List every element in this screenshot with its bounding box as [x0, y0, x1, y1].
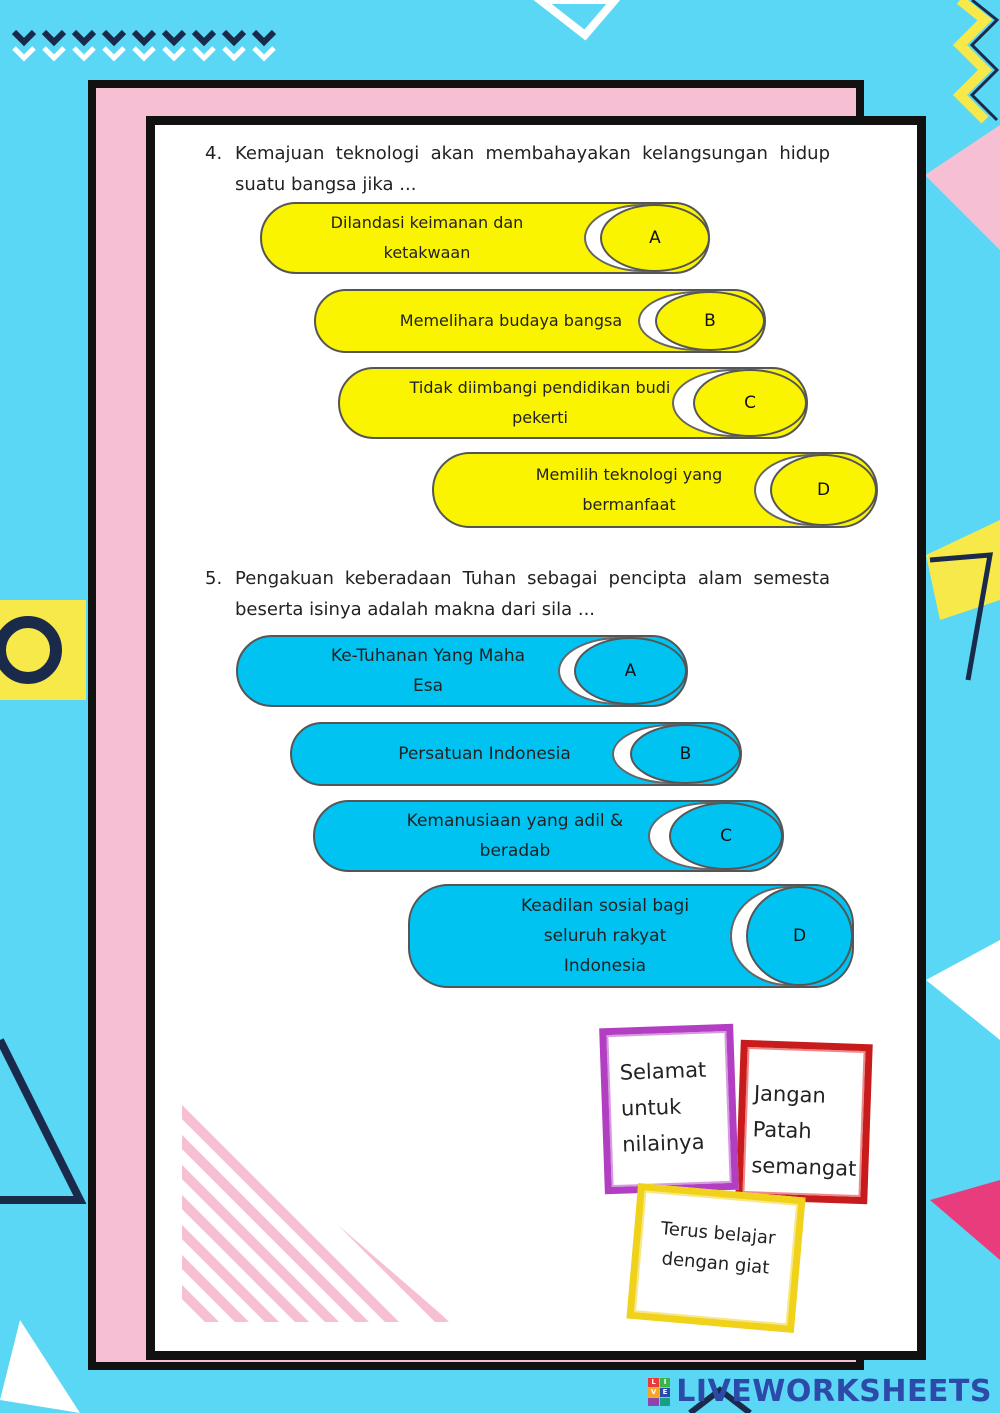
- logo-letter: V: [648, 1388, 659, 1397]
- option-label: Keadilan sosial bagi seluruh rakyat Indonesia: [520, 896, 690, 976]
- option-label: Dilandasi keimanan dan ketakwaan: [330, 213, 524, 262]
- logo-letter: I: [660, 1378, 671, 1387]
- note-text: Selamat untuk nilainya: [619, 1057, 707, 1157]
- question-number: 4.: [205, 143, 223, 164]
- question-text: Kemajuan teknologi akan membahayakan kelangsungan hidup suatu bangsa jika ...: [235, 143, 830, 195]
- q4-option-d-letter[interactable]: D: [770, 454, 877, 526]
- question-text: Pengakuan keberadaan Tuhan sebagai pencipta alam semesta beserta isinya adalah makna dari sila ...: [235, 568, 830, 620]
- question-number: 5.: [205, 568, 223, 589]
- note-jangan-patah-semangat: [735, 1040, 873, 1205]
- question-5: [205, 563, 830, 625]
- note-text: Terus belajar dengan giat: [659, 1218, 777, 1279]
- logo-icon: [648, 1378, 670, 1406]
- option-label: Kemanusiaan yang adil & beradab: [406, 811, 624, 861]
- q4-option-b-letter[interactable]: B: [655, 291, 765, 351]
- q5-option-b-letter[interactable]: B: [630, 724, 741, 784]
- option-label: Ke-Tuhanan Yang Maha Esa: [330, 646, 526, 696]
- note-selamat-untuk-nilainya: [599, 1024, 739, 1195]
- logo-square: [660, 1398, 671, 1406]
- q4-option-a-letter[interactable]: A: [600, 204, 710, 272]
- brand-name: LIVEWORKSHEETS: [676, 1374, 992, 1409]
- option-label: Memelihara budaya bangsa: [399, 311, 623, 330]
- logo-letter: E: [660, 1388, 671, 1397]
- note-text: Jangan Patah semangat: [751, 1081, 857, 1181]
- q4-option-c-letter[interactable]: C: [693, 369, 807, 437]
- q5-option-c-letter[interactable]: C: [669, 802, 783, 870]
- liveworksheets-logo: [648, 1374, 992, 1409]
- option-label: Persatuan Indonesia: [398, 744, 571, 764]
- q5-option-d-letter[interactable]: D: [746, 886, 853, 986]
- option-label: Tidak diimbangi pendidikan budi pekerti: [409, 378, 671, 427]
- option-label: Memilih teknologi yang bermanfaat: [535, 465, 723, 514]
- logo-square: [648, 1398, 659, 1406]
- question-4: [205, 138, 830, 200]
- logo-letter: L: [648, 1378, 659, 1387]
- note-terus-belajar: [626, 1183, 805, 1333]
- q5-option-a-letter[interactable]: A: [574, 637, 687, 705]
